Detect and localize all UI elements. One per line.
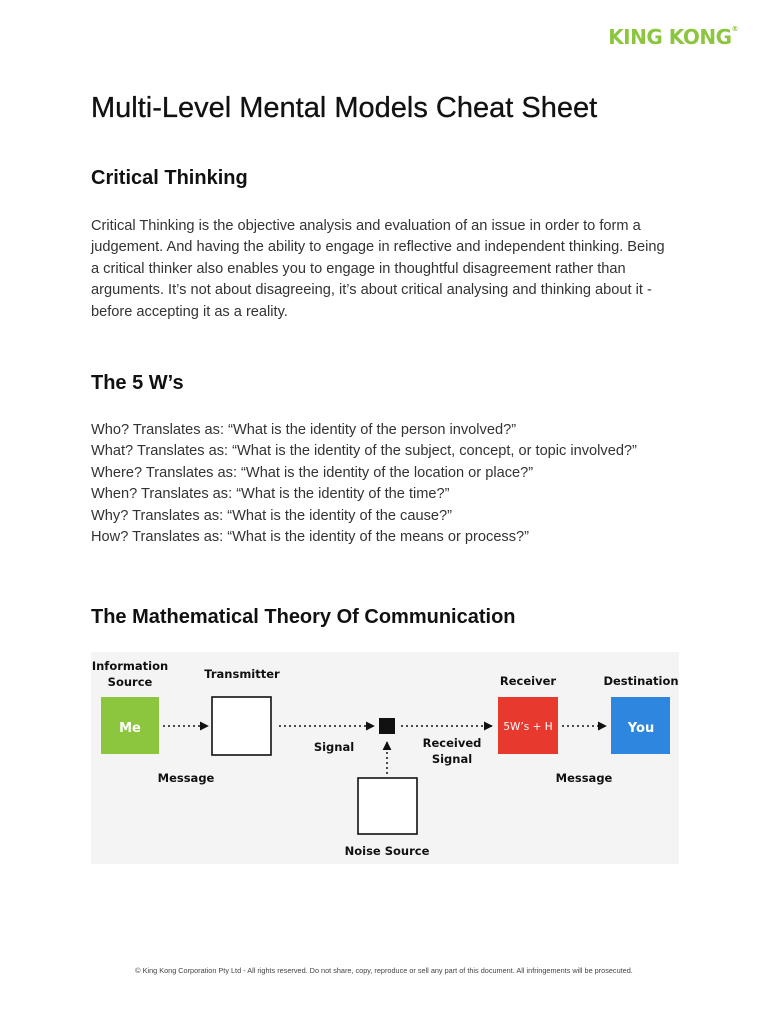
signal-label: Signal: [313, 740, 355, 754]
brand-logo-text: KING KONG: [608, 25, 732, 49]
transmitter-box: [212, 697, 271, 755]
page-title: Multi-Level Mental Models Cheat Sheet: [91, 92, 598, 124]
five-ws-list: [91, 420, 691, 548]
five-ws-heading: The 5 W’s: [91, 372, 184, 394]
list-item: Where? Translates as: “What is the identity of the location or place?”: [91, 464, 534, 481]
list-item: When? Translates as: “What is the identity of the time?”: [91, 486, 450, 503]
receiver-label: Receiver: [499, 674, 557, 688]
brand-logo-mark: ®: [731, 25, 738, 33]
communication-diagram-svg: [91, 652, 679, 864]
list-item: Why? Translates as: “What is the identity of the cause?”: [91, 507, 452, 524]
message-label-right: Message: [555, 771, 613, 785]
critical-thinking-heading: Critical Thinking: [91, 167, 248, 189]
me-label: Me: [119, 721, 141, 736]
message-label-left: Message: [157, 771, 215, 785]
info-source-label-line1: Information: [91, 659, 169, 673]
destination-label: Destination: [603, 674, 679, 688]
receiver-box-label: 5W’s + H: [503, 721, 553, 733]
received-signal-label-line2: Signal: [431, 752, 473, 766]
critical-thinking-paragraph: Critical Thinking is the objective analysis and evaluation of an issue in order to form a judgement. And having the ability to engage in reflective and independent thinking. Being a critical thinker also enables you to engage in thoughtful disagreement rather than arguments. It’s not about disagreeing, it’s about critical analysing and thinking about it - before accepting it as a reality.: [91, 218, 665, 320]
copyright-footer: © King Kong Corporation Pty Ltd - All rights reserved. Do not share, copy, reproduce or sell any part of this document. All infringements will be prosecuted.: [135, 966, 633, 975]
list-item: How? Translates as: “What is the identity of the means or process?”: [91, 529, 530, 546]
communication-heading: The Mathematical Theory Of Communication: [91, 606, 516, 628]
noise-source-label: Noise Source: [344, 844, 430, 858]
communication-diagram: [91, 652, 679, 864]
transmitter-label: Transmitter: [204, 667, 280, 681]
list-item: What? Translates as: “What is the identity of the subject, concept, or topic involved?”: [91, 443, 637, 460]
received-signal-label-line1: Received: [422, 736, 482, 750]
channel-node: [379, 718, 395, 734]
info-source-label-line2: Source: [107, 675, 153, 689]
noise-source-box: [358, 778, 417, 834]
brand-logo: [608, 25, 738, 49]
list-item: Who? Translates as: “What is the identity of the person involved?”: [91, 422, 517, 438]
you-label: You: [627, 721, 655, 736]
